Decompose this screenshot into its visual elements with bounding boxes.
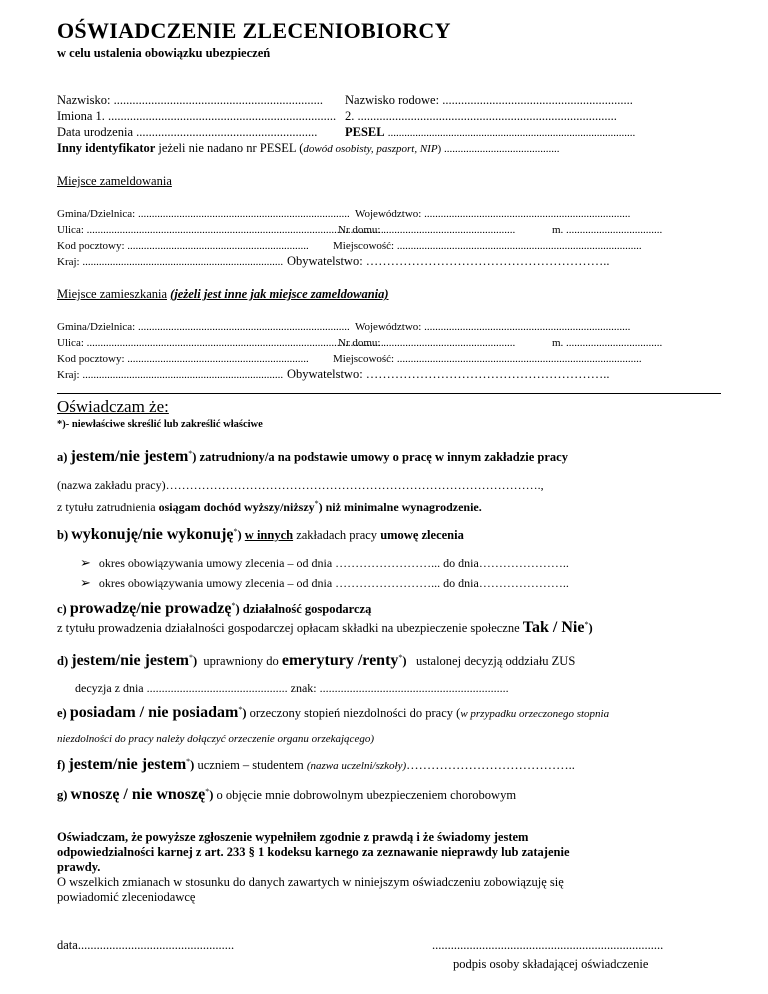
page-subtitle: w celu ustalenia obowiązku ubezpieczeń bbox=[57, 46, 271, 60]
g-star: * bbox=[205, 786, 210, 796]
g-letter: g) bbox=[57, 788, 68, 802]
pesel-label: PESEL bbox=[345, 125, 385, 139]
nazwisko-field[interactable]: Nazwisko: ................................................................... bbox=[57, 93, 323, 107]
zam-miejscowosc-text: Miejscowość: ......................................................................................... bbox=[333, 240, 642, 252]
f-italic: (nazwa uczelni/szkoły) bbox=[306, 760, 407, 772]
zm-wojewodztwo-text: Województwo: ........................................................................... bbox=[355, 321, 631, 333]
g-paren: ) bbox=[209, 788, 214, 802]
b-star: * bbox=[233, 526, 238, 536]
section-b bbox=[57, 526, 464, 544]
zam-m-text: m. ................................... bbox=[552, 224, 663, 236]
a-letter: a) bbox=[57, 450, 68, 464]
zamieszkanie-heading-text: Miejsce zamieszkania bbox=[57, 287, 168, 301]
b-okres1[interactable] bbox=[80, 555, 569, 571]
d-letter: d) bbox=[57, 654, 69, 668]
c-letter: c) bbox=[57, 602, 67, 616]
d-uprawniony: uprawniony do bbox=[203, 654, 282, 668]
c-rest: ) działalność gospodarczą bbox=[235, 602, 372, 616]
b-w-innych: w innych bbox=[244, 528, 294, 542]
section-f bbox=[57, 756, 575, 774]
section-e bbox=[57, 704, 609, 722]
zm-nr-domu-text: Nr domu: ................................................ bbox=[338, 337, 516, 349]
zam-nr-domu-field[interactable] bbox=[338, 222, 515, 237]
zam-ulica-text: Ulica: ............................................................................................................ bbox=[57, 224, 384, 236]
a-star: * bbox=[188, 448, 193, 458]
a-dochod-line bbox=[57, 500, 482, 515]
zam-obywatelstwo-field[interactable] bbox=[287, 254, 610, 269]
e-note2: niezdolności do pracy należy dołączyć orzeczenie organu orzekającego) bbox=[57, 733, 374, 745]
zam-wojewodztwo-field[interactable] bbox=[355, 206, 630, 221]
zm-nr-domu-field[interactable] bbox=[338, 335, 515, 350]
inny-text: jeżeli nie nadano nr PESEL ( bbox=[155, 141, 304, 155]
zam-miejscowosc-field[interactable] bbox=[333, 238, 642, 253]
b-okres1-text: okres obowiązywania umowy zlecenia – od dnia ……………………... do dnia………………….. bbox=[98, 556, 569, 570]
podpis-label: podpis osoby składającej oświadczenie bbox=[453, 957, 649, 971]
g-choice[interactable]: wnoszę / nie wnoszę bbox=[70, 786, 206, 803]
b-paren: ) bbox=[237, 528, 242, 542]
section-g bbox=[57, 786, 516, 804]
c-choice[interactable]: prowadzę/nie prowadzę bbox=[69, 600, 232, 617]
inny-end: ) .......................................... bbox=[437, 143, 560, 155]
imie2-field[interactable]: 2. ................................................................................... bbox=[345, 109, 617, 123]
zam-wojewodztwo-text: Województwo: ........................................................................... bbox=[355, 208, 631, 220]
zm-kraj-field[interactable] bbox=[57, 367, 283, 382]
b-rest-bold: umowę zlecenia bbox=[380, 528, 464, 542]
page-title: OŚWIADCZENIE ZLECENIOBIORCY bbox=[57, 18, 451, 43]
f-dots[interactable]: ………………………………….. bbox=[406, 758, 575, 772]
zameldowanie-heading: Miejsce zameldowania bbox=[57, 174, 172, 188]
c-taknie-choice[interactable]: Tak / Nie bbox=[522, 619, 585, 636]
section-c bbox=[57, 600, 371, 618]
section-a bbox=[57, 448, 568, 466]
zm-wojewodztwo-field[interactable] bbox=[355, 319, 630, 334]
arrow-right-icon: ➢ bbox=[80, 555, 91, 570]
g-rest: o objęcie mnie dobrowolnym ubezpieczeniem chorobowym bbox=[213, 788, 517, 802]
arrow-right-icon: ➢ bbox=[80, 575, 91, 590]
zm-m-text: m. ................................... bbox=[552, 337, 663, 349]
statement-line1: Oświadczam, że powyższe zgłoszenie wypełniłem zgodnie z prawdą i że świadomy jestem bbox=[57, 830, 529, 844]
inny-italic: dowód osobisty, paszport, NIP bbox=[303, 143, 438, 155]
d-paren2: ) bbox=[402, 654, 407, 668]
a-choice[interactable]: jestem/nie jestem bbox=[70, 448, 189, 465]
zam-kraj-field[interactable] bbox=[57, 254, 283, 269]
d-choice[interactable]: jestem/nie jestem bbox=[71, 652, 189, 669]
zamieszkanie-heading-note: (jeżeli jest inne jak miejsce zameldowania) bbox=[170, 287, 389, 301]
zam-ulica-field[interactable] bbox=[57, 222, 384, 237]
zam-nr-domu-text: Nr domu: ................................................ bbox=[338, 224, 516, 236]
zm-miejscowosc-text: Miejscowość: ......................................................................................... bbox=[333, 353, 642, 365]
a-zaklad-field[interactable]: (nazwa zakładu pracy)…………………………………………………………………………………., bbox=[57, 478, 544, 492]
b-choice[interactable]: wykonuję/nie wykonuję bbox=[71, 526, 234, 543]
zm-ulica-text: Ulica: ............................................................................................................ bbox=[57, 337, 384, 349]
b-okres2[interactable] bbox=[80, 575, 569, 591]
zm-m-field[interactable] bbox=[552, 335, 662, 350]
zam-kraj-text: Kraj: ......................................................................... bbox=[57, 256, 284, 268]
zam-m-field[interactable] bbox=[552, 222, 662, 237]
c-taknie-end: ) bbox=[588, 621, 593, 635]
data-urodzenia-field[interactable]: Data urodzenia .......................................................... bbox=[57, 125, 318, 139]
data-field[interactable]: data.................................................. bbox=[57, 938, 235, 952]
f-choice[interactable]: jestem/nie jestem bbox=[68, 756, 187, 773]
c-taknie-star: * bbox=[584, 619, 589, 629]
podpis-field[interactable]: .......................................................................... bbox=[432, 938, 664, 952]
zmiany-line1: O wszelkich zmianach w stosunku do danych zawartych w niniejszym oświadczeniu zobowiązuję się bbox=[57, 875, 564, 889]
inny-label: Inny identyfikator bbox=[57, 141, 156, 155]
c-star: * bbox=[231, 600, 236, 610]
imiona-field[interactable]: Imiona 1. ......................................................................... bbox=[57, 109, 337, 123]
oswiadczam-heading: Oświadczam że: bbox=[57, 397, 169, 416]
a-dochod-pre: z tytułu zatrudnienia bbox=[57, 500, 159, 514]
zm-miejscowosc-field[interactable] bbox=[333, 351, 642, 366]
zm-kod-text: Kod pocztowy: .................................................................. bbox=[57, 353, 309, 365]
zm-ulica-field[interactable] bbox=[57, 335, 384, 350]
zam-kod-text: Kod pocztowy: .................................................................. bbox=[57, 240, 309, 252]
a-dochod-choice[interactable]: osiągam dochód wyższy/niższy bbox=[158, 500, 315, 514]
e-letter: e) bbox=[57, 706, 67, 720]
zam-kod-field[interactable] bbox=[57, 238, 309, 253]
zam-gmina-field[interactable] bbox=[57, 206, 350, 221]
e-choice[interactable]: posiadam / nie posiadam bbox=[69, 704, 239, 721]
a-dochod-star: * bbox=[314, 499, 319, 508]
zm-kraj-text: Kraj: ......................................................................... bbox=[57, 369, 284, 381]
zamieszkanie-heading bbox=[57, 287, 389, 302]
pesel-field[interactable] bbox=[345, 125, 635, 140]
d-paren: ) bbox=[192, 654, 198, 668]
section-d bbox=[57, 652, 575, 670]
oswiadczam-note: *)- niewłaściwe skreślić lub zakreślić właściwe bbox=[57, 419, 263, 430]
inny-identyfikator-field[interactable] bbox=[57, 141, 559, 156]
pesel-dots: .......................................................................................... bbox=[387, 127, 636, 139]
statement-line2: odpowiedzialności karnej z art. 233 § 1 kodeksu karnego za zeznawanie nieprawdy lub zatajenie bbox=[57, 845, 570, 859]
c-line2 bbox=[57, 619, 593, 637]
d-decyzja-field[interactable]: decyzja z dnia ............................................... znak: ............................................................... bbox=[75, 681, 509, 695]
f-paren: ) bbox=[190, 758, 195, 772]
nazwisko-rodowe-field[interactable]: Nazwisko rodowe: ............................................................. bbox=[345, 93, 633, 107]
b-rest: zakładach pracy bbox=[293, 528, 381, 542]
zmiany-line2: powiadomić zleceniodawcę bbox=[57, 890, 196, 904]
zm-gmina-text: Gmina/Dzielnica: ............................................................................. bbox=[57, 321, 350, 333]
e-rest: orzeczony stopień niezdolności do pracy ( bbox=[246, 706, 461, 720]
zm-obywatelstwo-field[interactable] bbox=[287, 367, 610, 382]
a-dochod-post: ) niż minimalne wynagrodzenie. bbox=[318, 500, 482, 514]
b-letter: b) bbox=[57, 528, 69, 542]
d-emerytury-choice[interactable]: emerytury /renty bbox=[281, 652, 399, 669]
zam-gmina-text: Gmina/Dzielnica: ............................................................................. bbox=[57, 208, 350, 220]
f-rest: uczniem – studentem bbox=[194, 758, 307, 772]
b-okres2-text: okres obowiązywania umowy zlecenia – od dnia ……………………... do dnia………………….. bbox=[98, 576, 569, 590]
divider bbox=[57, 393, 721, 394]
zam-obywatelstwo-text: Obywatelstwo: ………………………………………………….. bbox=[287, 254, 610, 268]
d-ustalonej: ustalonej decyzją oddziału ZUS bbox=[415, 654, 576, 668]
zm-obywatelstwo-text: Obywatelstwo: ………………………………………………….. bbox=[287, 367, 610, 381]
d-star: * bbox=[188, 652, 193, 662]
d-star2: * bbox=[398, 652, 403, 662]
e-paren: ) bbox=[242, 706, 247, 720]
zm-gmina-field[interactable] bbox=[57, 319, 350, 334]
statement-line3: prawdy. bbox=[57, 860, 101, 874]
zm-kod-field[interactable] bbox=[57, 351, 309, 366]
e-star: * bbox=[238, 704, 243, 714]
f-letter: f) bbox=[57, 758, 66, 772]
c-line2-text: z tytułu prowadzenia działalności gospodarczej opłacam składki na ubezpieczenie społeczne bbox=[57, 621, 523, 635]
f-star: * bbox=[186, 756, 191, 766]
e-note1: w przypadku orzeczonego stopnia bbox=[460, 708, 610, 720]
a-rest: ) zatrudniony/a na podstawie umowy o pracę w innym zakładzie pracy bbox=[192, 450, 568, 464]
